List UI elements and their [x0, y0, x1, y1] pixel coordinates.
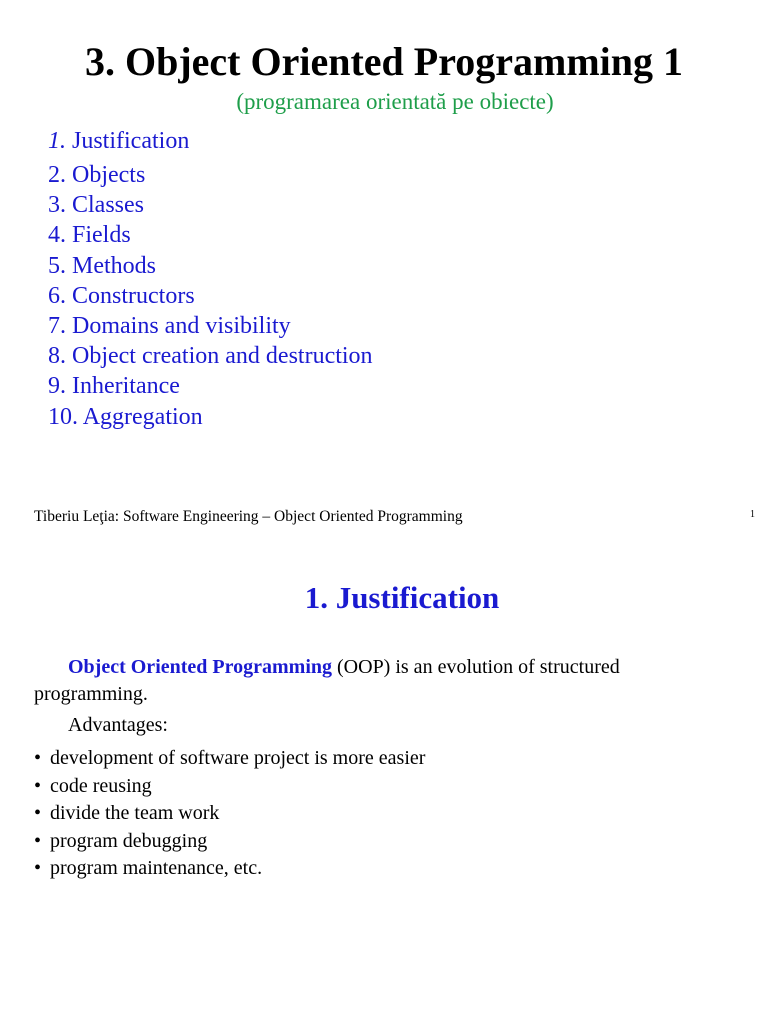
toc-item-aggregation: 10. Aggregation — [48, 403, 203, 430]
slide-title: 3. Object Oriented Programming 1 — [84, 39, 684, 84]
advantages-list — [34, 745, 425, 883]
toc-item-domains-visibility: 7. Domains and visibility — [48, 312, 291, 339]
page-number: 1 — [750, 509, 755, 520]
bullet-icon: • — [34, 829, 42, 852]
bullet-icon: • — [34, 747, 42, 769]
bullet-icon: • — [34, 774, 42, 797]
list-item: • code reusing — [34, 773, 425, 801]
slide-footer: Tiberiu Leţia: Software Engineering – Object Oriented Programming — [34, 508, 463, 525]
toc-item-fields: 4. Fields — [48, 222, 131, 249]
list-item: • program debugging — [34, 828, 425, 856]
oop-term: Object Oriented Programming — [68, 656, 333, 678]
toc-item-classes: 3. Classes — [48, 192, 144, 219]
toc-item-constructors: 6. Constructors — [48, 282, 195, 309]
bullet-icon: • — [34, 857, 42, 879]
toc-item-creation-destruction: 8. Object creation and destruction — [48, 343, 373, 370]
toc-item-justification: 1. Justification — [48, 128, 190, 154]
toc-item-methods: 5. Methods — [48, 252, 156, 279]
list-item: • development of software project is more easier — [34, 745, 425, 773]
intro-paragraph — [34, 654, 734, 708]
toc-item-objects: 2. Objects — [48, 162, 146, 188]
toc-item-inheritance: 9. Inheritance — [48, 373, 180, 400]
table-of-contents — [48, 126, 373, 432]
advantages-label: Advantages: — [68, 714, 168, 736]
intro-text: (OOP) is an evolution of structured programming. — [34, 656, 620, 705]
bullet-icon: • — [34, 802, 42, 824]
list-item: • program maintenance, etc. — [34, 855, 425, 883]
section-heading: 1. Justification — [304, 580, 500, 615]
list-item: • divide the team work — [34, 800, 425, 828]
slide-subtitle: (programarea orientată pe obiecte) — [236, 89, 554, 114]
